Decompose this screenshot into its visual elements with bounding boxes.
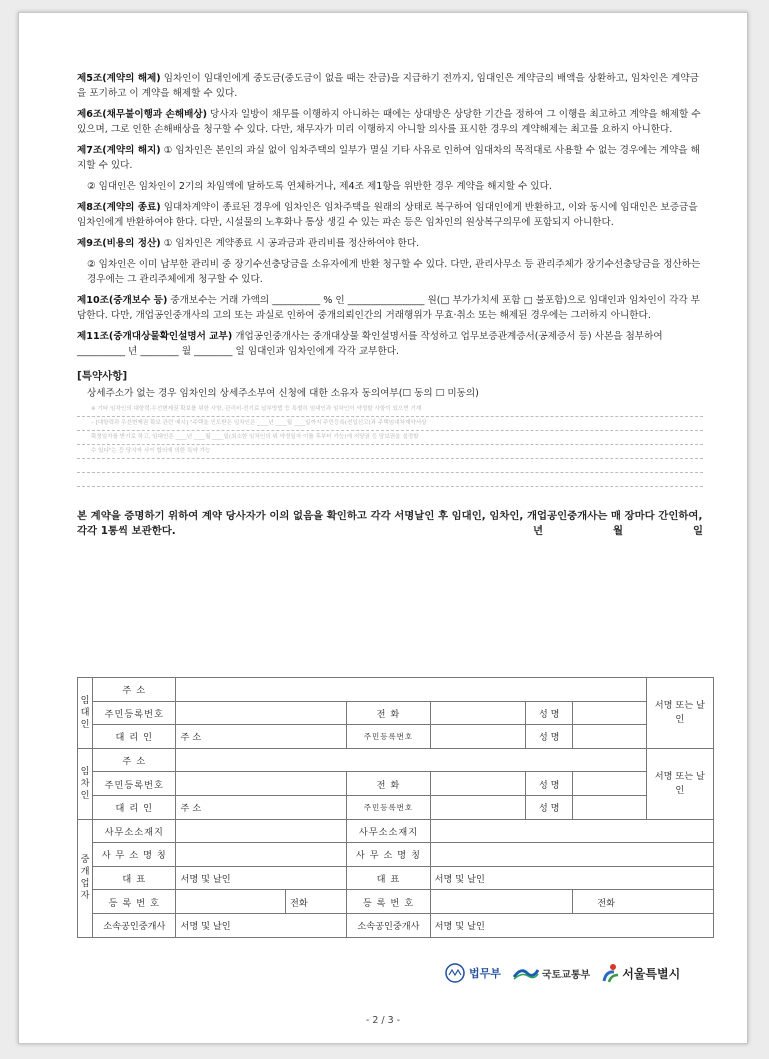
article-9: 제9조(비용의 정산) ① 임차인은 계약종료 시 공과금과 관리비를 정산하여야 한다.	[77, 238, 420, 249]
landlord-sign-label: 서명 또는 날인	[646, 678, 713, 749]
affiliated-label: 소속공인중개사	[347, 913, 430, 937]
broker2-affiliated-sign[interactable]: 서명 및 날인	[430, 913, 713, 937]
tenant-label: 임차인	[78, 748, 93, 819]
article-8: 제8조(계약의 종료) 임대차계약이 종료된 경우에 임차인은 임차주택을 원래의 상태로 복구하여 임대인에게 반환하고, 이와 동시에 임대인은 보증금을 임차인에게 반환하여야 한다. 다만, 시설물의 노후화나 통상 생길 수 있는 파손 등은 임차인의 원상복구의무에 포함되지 아니한다.	[77, 202, 698, 228]
landlord-agent-name-field[interactable]	[573, 725, 646, 749]
rep-label: 대 표	[347, 866, 430, 890]
contract-body	[77, 71, 703, 539]
moj-logo: 법무부	[444, 963, 501, 983]
name-label: 성 명	[526, 795, 573, 819]
tenant-sign-label: 서명 또는 날인	[646, 748, 713, 819]
reg-no-label: 주민등록번호	[93, 772, 176, 796]
agent-label: 대 리 인	[93, 795, 176, 819]
table-row	[78, 795, 714, 819]
ministry-logos	[444, 963, 692, 983]
office-name-label: 사 무 소 명 칭	[347, 843, 430, 867]
special-terms-title: [특약사항]	[77, 370, 128, 382]
special-terms-line: 확정일자를 받기로 하고, 임대인은 ____년 ____월 ____일(최소한 임차인의 위 약정일자 이틀 후부터 가능)에 저당권 등 담보권을 설정할	[77, 431, 703, 445]
rep-label: 대 표	[93, 866, 176, 890]
article-7: 제7조(계약의 해지) ① 임차인은 본인의 과실 없이 임차주택의 일부가 멸실 기타 사유로 인하여 임대차의 목적대로 사용할 수 없는 경우에는 계약을 해지할 수 있다.	[77, 145, 700, 171]
landlord-agent-reg-field[interactable]	[430, 725, 525, 749]
tel-label: 전화	[285, 890, 346, 914]
tenant-agent-reg-field[interactable]	[430, 795, 525, 819]
article-11: 제11조(중개대상물확인설명서 교부) 개업공인중개사는 중개대상물 확인설명서를 작성하고 업무보증관계증서(공제증서 등) 사본을 첨부하여 __________ 년 ________ 월 ________ 일 임대인과 임차인에게 각각 교부한다.	[77, 331, 663, 357]
broker1-office-addr-field[interactable]	[176, 819, 347, 843]
special-terms-line: ※ 기타 임차인의 대항력·우선변제권 확보를 위한 사항, 관리비·전기료 납부방법 등 특별히 임대인과 임차인이 약정할 사항이 있으면 기재	[77, 403, 703, 417]
tenant-address-field[interactable]	[176, 748, 646, 772]
contract-date: 년 월 일	[533, 525, 703, 537]
phone-label: 전 화	[347, 701, 430, 725]
table-row	[78, 748, 714, 772]
phone-label: 전 화	[347, 772, 430, 796]
broker1-rep-sign[interactable]: 서명 및 날인	[176, 866, 347, 890]
moj-emblem-icon	[444, 963, 466, 983]
page-number: - 2 / 3 -	[365, 1015, 401, 1026]
document-page	[18, 12, 748, 1044]
office-name-label: 사 무 소 명 칭	[93, 843, 176, 867]
name-label: 성 명	[526, 772, 573, 796]
broker1-reg-field[interactable]	[176, 890, 286, 914]
article-6: 제6조(채무불이행과 손해배상) 당사자 일방이 채무를 이행하지 아니하는 때에는 상대방은 상당한 기간을 정하여 그 이행을 최고하고 계약을 해제할 수 있으며, 그로 인한 손해배상을 청구할 수 있다. 다만, 채무자가 미리 이행하지 아니할 의사를 표시한 경우의 계약해제는 최고를 요하지 아니한다.	[77, 109, 701, 135]
molit-wave-icon	[513, 966, 539, 980]
table-row	[78, 725, 714, 749]
broker1-affiliated-sign[interactable]: 서명 및 날인	[176, 913, 347, 937]
table-row	[78, 772, 714, 796]
special-terms-line: 수 있다"는 등 당사자 사이 합의에 의한 특약 가능	[77, 445, 703, 459]
molit-logo: 국토교통부	[513, 966, 590, 981]
article-9-clause-2: ② 임차인은 이미 납부한 관리비 중 장기수선충당금을 소유자에게 반환 청구할 수 있다. 다만, 관리사무소 등 관리주체가 장기수선충당금을 정산하는 경우에는 그 관리주체에게 청구할 수 있다.	[87, 259, 701, 285]
special-terms-line	[77, 459, 703, 473]
address-consent-line: 상세주소가 없는 경우 임차인의 상세주소부여 신청에 대한 소유자 동의여부(☐ 동의 ☐ 미동의)	[87, 388, 479, 399]
reg-no-label: 주민등록번호	[347, 795, 430, 819]
article-7-clause-2: ② 임대인은 임차인이 2기의 차임액에 달하도록 연체하거나, 제4조 제1항을 위반한 경우 계약을 해지할 수 있다.	[87, 181, 552, 192]
landlord-phone-field[interactable]	[430, 701, 525, 725]
tenant-phone-field[interactable]	[430, 772, 525, 796]
article-5: 제5조(계약의 해제) 임차인이 임대인에게 중도금(중도금이 없을 때는 잔금)을 지급하기 전까지, 임대인은 계약금의 배액을 상환하고, 임차인은 계약금을 포기하고 이 계약을 해제할 수 있다.	[77, 73, 699, 99]
tenant-reg-no-field[interactable]	[176, 772, 347, 796]
office-addr-label: 사무소소재지	[347, 819, 430, 843]
special-terms-line	[77, 473, 703, 487]
agent-label: 대 리 인	[93, 725, 176, 749]
signature-table	[77, 677, 714, 938]
landlord-name-field[interactable]	[573, 701, 646, 725]
broker1-office-name-field[interactable]	[176, 843, 347, 867]
table-row	[78, 678, 714, 702]
address-label: 주 소	[93, 678, 176, 702]
table-row	[78, 843, 714, 867]
affiliated-label: 소속공인중개사	[93, 913, 176, 937]
reg-no-label: 주민등록번호	[93, 701, 176, 725]
tel-label: 전화	[573, 890, 714, 914]
landlord-agent-address[interactable]: 주 소	[176, 725, 347, 749]
tenant-agent-address[interactable]: 주 소	[176, 795, 347, 819]
seoul-emblem-icon	[602, 963, 620, 983]
broker2-office-name-field[interactable]	[430, 843, 713, 867]
reg-num-label: 등 록 번 호	[347, 890, 430, 914]
table-row	[78, 819, 714, 843]
name-label: 성 명	[526, 725, 573, 749]
reg-num-label: 등 록 번 호	[93, 890, 176, 914]
table-row	[78, 890, 714, 914]
broker2-office-addr-field[interactable]	[430, 819, 713, 843]
seoul-logo: 서울특별시	[602, 963, 680, 983]
landlord-label: 임대인	[78, 678, 93, 749]
article-10: 제10조(중개보수 등) 중개보수는 거래 가액의 __________ % 인 ________________ 원(□ 부가가치세 포함 □ 불포함)으로 임대인과 임차인이 각각 부담한다. 다만, 개업공인중개사의 고의 또는 과실로 인하여 중개의뢰인간의 거래행위가 무효·취소 또는 해제된 경우에는 그러하지 아니한다.	[77, 295, 700, 321]
reg-no-label: 주민등록번호	[347, 725, 430, 749]
address-label: 주 소	[93, 748, 176, 772]
name-label: 성 명	[526, 701, 573, 725]
broker2-rep-sign[interactable]: 서명 및 날인	[430, 866, 713, 890]
special-terms-line: – [대항력과 우선변제권 확보 관련 예시] "주택을 인도받은 임차인은 ____년 ____월 ____일까지 주민등록(전입신고)과 주택임대차계약서상	[77, 417, 703, 431]
tenant-name-field[interactable]	[573, 772, 646, 796]
landlord-address-field[interactable]	[176, 678, 646, 702]
table-row	[78, 913, 714, 937]
broker2-reg-field[interactable]	[430, 890, 573, 914]
broker-label: 중개업자	[78, 819, 93, 937]
table-row	[78, 866, 714, 890]
office-addr-label: 사무소소재지	[93, 819, 176, 843]
table-row	[78, 701, 714, 725]
closing-statement: 본 계약을 증명하기 위하여 계약 당사자가 이의 없음을 확인하고 각각 서명날인 후 임대인, 임차인, 개업공인중개사는 매 장마다 간인하여, 각각 1통씩 보관한다. 년 월 일	[77, 510, 703, 537]
landlord-reg-no-field[interactable]	[176, 701, 347, 725]
tenant-agent-name-field[interactable]	[573, 795, 646, 819]
